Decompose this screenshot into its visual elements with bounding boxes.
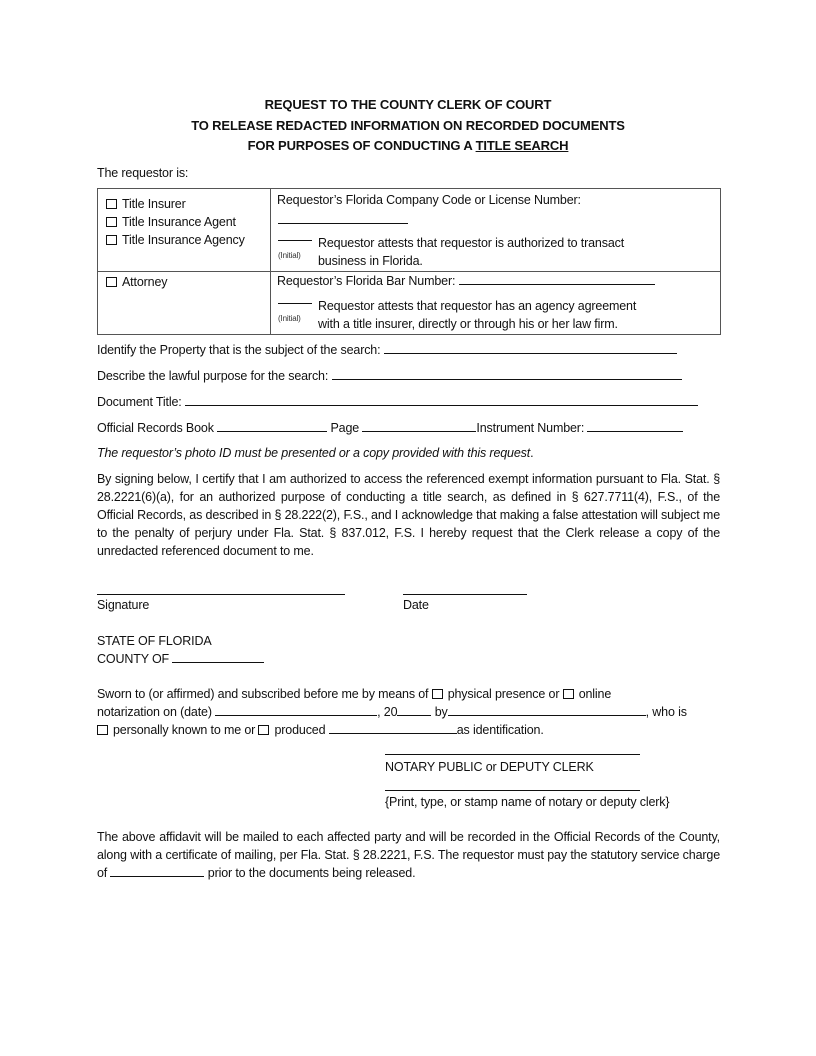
document-title-row [97, 393, 698, 411]
option-title-insurance-agent[interactable] [106, 213, 270, 231]
checkbox-online-icon[interactable] [563, 689, 574, 699]
license-cell [271, 189, 721, 272]
notary-name-field[interactable] [385, 778, 640, 791]
attest-2: Requestor attests that requestor has an agency agreement [318, 299, 637, 313]
personally-known-label: personally known to me or [113, 723, 256, 737]
attorney-option-cell [98, 272, 271, 335]
option-attorney[interactable] [98, 272, 270, 291]
notary-signature-field[interactable] [385, 742, 640, 755]
bar-number-label: Requestor’s Florida Bar Number: [277, 274, 456, 288]
title-prefix: FOR PURPOSES OF CONDUCTING A [247, 138, 476, 153]
checkbox-icon[interactable] [106, 199, 117, 209]
sworn-line-3 [97, 721, 544, 739]
book-field[interactable] [217, 419, 327, 432]
date-label: Date [403, 598, 429, 612]
title-options-cell [98, 189, 271, 272]
photo-id-note [97, 444, 533, 462]
photo-id-period: . [530, 446, 534, 460]
option-title-insurance-agency[interactable] [106, 231, 270, 249]
sworn-line-2 [97, 703, 687, 721]
property-field[interactable] [384, 341, 677, 354]
signature-field[interactable] [97, 582, 345, 595]
county-label: COUNTY OF [97, 652, 170, 666]
signature-label: Signature [97, 598, 150, 612]
by-field[interactable] [448, 703, 646, 716]
checkbox-icon[interactable] [106, 277, 117, 287]
document-title-label: Document Title: [97, 395, 182, 409]
purpose-field[interactable] [332, 367, 682, 380]
title-underlined: TITLE SEARCH [475, 138, 569, 153]
license-label: Requestor’s Florida Company Code or License Number: [277, 193, 581, 207]
certification-paragraph: By signing below, I certify that I am authorized to access the referenced exempt information pursuant to Fla. Stat. § 28.2221(6)(a), for an authorized purpose of conducting a title search, as defined in § 627.7711(4), F.S., of the Official Records, as described in § 28.222(2), F.S., and I acknowledge that making a false attestation will subject me to the penalty of perjury under Fla. Stat. § 837.012, F.S. I hereby request that the Clerk release a copy of the unredacted referenced document to me. [97, 472, 720, 558]
attest-1-cont: business in Florida. [318, 254, 423, 268]
county-field[interactable] [172, 650, 264, 663]
records-row [97, 419, 683, 437]
purpose-label: Describe the lawful purpose for the search: [97, 369, 329, 383]
as-identification-label: as identification. [456, 723, 544, 737]
property-row [97, 341, 677, 359]
sworn-prefix: Sworn to (or affirmed) and subscribed before me by means of [97, 687, 429, 701]
identification-field[interactable] [329, 721, 457, 734]
checkbox-physical-icon[interactable] [432, 689, 443, 699]
option-label: Title Insurance Agency [122, 233, 245, 247]
bar-number-cell [271, 272, 721, 335]
checkbox-icon[interactable] [106, 217, 117, 227]
notarization-date-field[interactable] [215, 703, 377, 716]
instrument-label: Instrument Number: [476, 421, 585, 435]
service-charge-field[interactable] [110, 864, 204, 877]
who-is-label: , who is [645, 705, 687, 719]
bar-number-row [277, 272, 655, 290]
instrument-field[interactable] [587, 419, 683, 432]
license-number-field[interactable] [278, 211, 408, 224]
option-label: Title Insurance Agent [122, 215, 236, 229]
option-label: Title Insurer [122, 197, 186, 211]
notary-label: NOTARY PUBLIC or DEPUTY CLERK [385, 760, 594, 774]
bar-number-field[interactable] [459, 272, 655, 285]
county-row [97, 650, 264, 668]
property-label: Identify the Property that is the subject of the search: [97, 343, 381, 357]
attest-1: Requestor attests that requestor is authorized to transact [318, 236, 625, 250]
state-label: STATE OF FLORIDA [97, 634, 212, 648]
page-label: Page [330, 421, 360, 435]
checkbox-icon[interactable] [106, 235, 117, 245]
photo-id-text: The requestor’s photo ID must be presented or a copy provided with this request [97, 446, 531, 460]
checkbox-personally-known-icon[interactable] [97, 725, 108, 735]
year-prefix: , 20 [377, 705, 398, 719]
book-label: Official Records Book [97, 421, 214, 435]
initial-field-2[interactable] [278, 291, 312, 304]
initial-field-1[interactable] [278, 228, 312, 241]
year-field[interactable] [397, 703, 431, 716]
option-title-insurer[interactable] [106, 195, 270, 213]
closing-text: The above affidavit will be mailed to each affected party and will be recorded in the Official Records of the County, along with a certificate of mailing, per Fla. Stat. § 28.2221, F.S. The requestor must pay the statutory service charge of [97, 830, 720, 880]
notary-print-label: {Print, type, or stamp name of notary or deputy clerk} [385, 795, 670, 809]
title-line-2: TO RELEASE REDACTED INFORMATION ON RECORDED DOCUMENTS [191, 118, 625, 133]
purpose-row [97, 367, 682, 385]
title-line-3 [0, 137, 816, 155]
checkbox-produced-icon[interactable] [258, 725, 269, 735]
date-field[interactable] [403, 582, 527, 595]
requestor-intro: The requestor is: [97, 166, 189, 180]
sworn-line-1 [97, 685, 611, 703]
requestor-type-table [97, 188, 721, 335]
by-label: by [434, 705, 448, 719]
closing-end: prior to the documents being released. [207, 866, 416, 880]
option-label: Attorney [122, 275, 168, 289]
notarization-label: notarization on (date) [97, 705, 212, 719]
initial-label-2: (Initial) [278, 314, 301, 323]
produced-label: produced [274, 723, 326, 737]
online-label: online [578, 687, 612, 701]
title-line-1: REQUEST TO THE COUNTY CLERK OF COURT [264, 97, 552, 112]
closing-paragraph [97, 828, 720, 882]
document-title-field[interactable] [185, 393, 698, 406]
initial-label-1: (Initial) [278, 251, 301, 260]
page-field[interactable] [362, 419, 476, 432]
attest-2-cont: with a title insurer, directly or through his or her law firm. [318, 317, 618, 331]
physical-label: physical presence or [447, 687, 560, 701]
